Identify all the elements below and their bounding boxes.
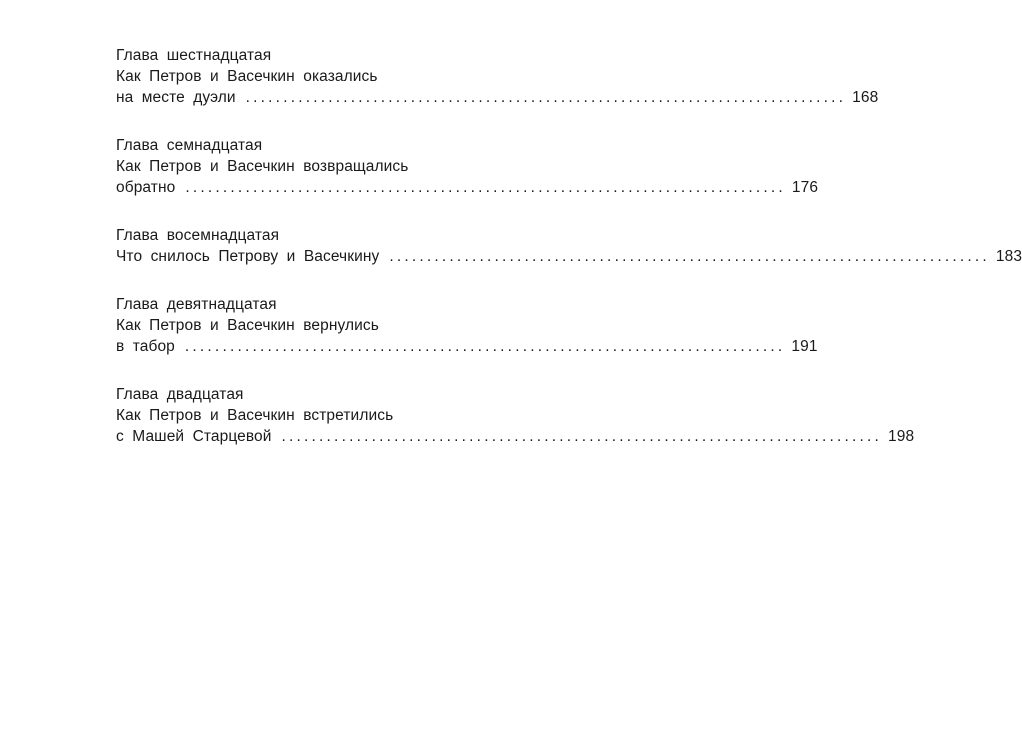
dot-leader: ................................................................................	[245, 89, 847, 106]
dot-leader: ................................................................................	[281, 428, 883, 445]
toc-entry-18[interactable]	[116, 225, 1022, 267]
page-number: 191	[791, 338, 818, 355]
page-number: 198	[888, 428, 915, 445]
chapter-title-text: на месте дуэли	[116, 89, 236, 106]
chapter-heading: Глава девятнадцатая	[116, 296, 277, 313]
chapter-title-line: Как Петров и Васечкин оказались	[116, 68, 378, 85]
chapter-title-text: в табор	[116, 338, 175, 355]
toc-entry-20[interactable]	[116, 384, 915, 447]
chapter-heading: Глава восемнадцатая	[116, 227, 280, 244]
page-number: 168	[852, 89, 879, 106]
chapter-title-last-line	[116, 336, 818, 357]
dot-leader: ................................................................................	[184, 338, 786, 355]
table-of-contents	[116, 45, 1022, 474]
page-number: 176	[791, 179, 819, 196]
chapter-title-line: Как Петров и Васечкин возвращались	[116, 158, 409, 175]
dot-leader: ................................................................................	[185, 179, 786, 196]
toc-entry-19[interactable]	[116, 294, 818, 357]
chapter-title-last-line	[116, 177, 819, 198]
toc-entry-16[interactable]	[116, 45, 879, 108]
chapter-heading: Глава шестнадцатая	[116, 47, 272, 64]
chapter-heading: Глава семнадцатая	[116, 137, 263, 154]
chapter-title-last-line	[116, 87, 879, 108]
toc-entry-17[interactable]	[116, 135, 819, 198]
chapter-title-last-line	[116, 246, 1022, 267]
chapter-title-line: Как Петров и Васечкин встретились	[116, 407, 394, 424]
chapter-title-text: Что снилось Петрову и Васечкину	[116, 248, 380, 265]
chapter-title-last-line	[116, 426, 915, 447]
chapter-title-line: Как Петров и Васечкин вернулись	[116, 317, 379, 334]
dot-leader: ................................................................................	[389, 248, 990, 265]
chapter-title-text: обратно	[116, 179, 176, 196]
chapter-heading: Глава двадцатая	[116, 386, 244, 403]
chapter-title-text: с Машей Старцевой	[116, 428, 272, 445]
page-number: 183	[995, 248, 1022, 265]
